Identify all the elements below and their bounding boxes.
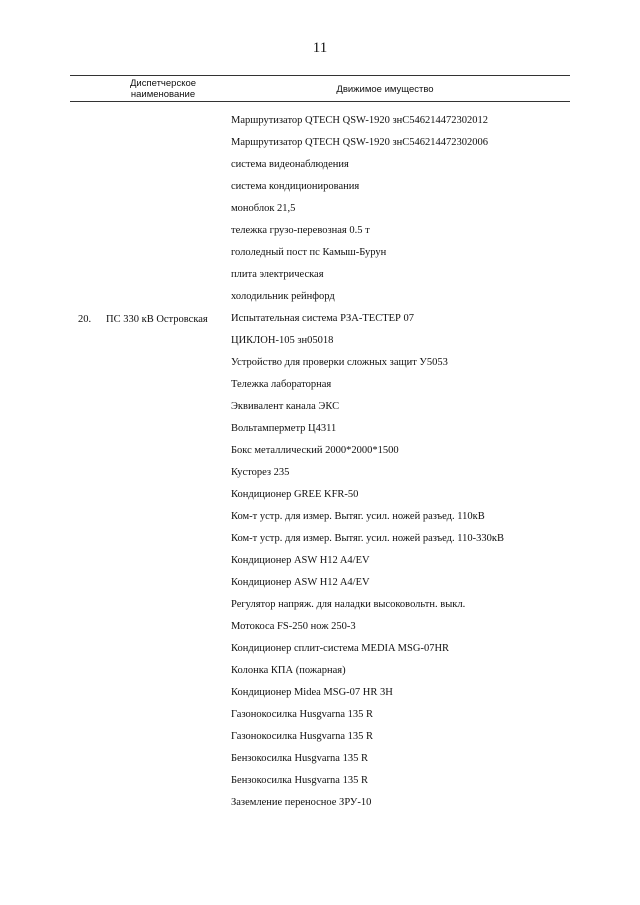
- property-item: Ком-т устр. для измер. Вытяг. усил. ножей разъед. 110-330кВ: [231, 533, 504, 544]
- property-item: Кондиционер Midea MSG-07 HR 3H: [231, 687, 393, 698]
- property-item: Колонка КПА (пожарная): [231, 665, 346, 676]
- property-item: Устройство для проверки сложных защит У5053: [231, 357, 448, 368]
- property-item: Кондиционер сплит-система MEDIA MSG-07HR: [231, 643, 450, 654]
- property-item: Маршрутизатор QTECH QSW-1920 знС546214472302006: [231, 137, 489, 148]
- property-item: Бензокосилка Husgvarna 135 R: [231, 753, 368, 764]
- property-item: Регулятор напряж. для наладки высоковольтн. выкл.: [231, 599, 466, 610]
- column-header-dispatch-name: Диспетчерское наименование: [129, 78, 197, 100]
- property-item: моноблок 21,5: [231, 203, 296, 214]
- property-item: тележка грузо-перевозная 0.5 т: [231, 225, 370, 236]
- property-item: Газонокосилка Husgvarna 135 R: [231, 731, 373, 742]
- property-item: Кондиционер ASW H12 A4/EV: [231, 555, 370, 566]
- property-item: Бензокосилка Husgvarna 135 R: [231, 775, 368, 786]
- property-item: Тележка лабораторная: [231, 379, 332, 390]
- property-item: Кусторез 235: [231, 467, 290, 478]
- property-item: Бокс металлический 2000*2000*1500: [231, 445, 399, 456]
- property-item: Маршрутизатор QTECH QSW-1920 знС546214472302012: [231, 115, 489, 126]
- substation-name: ПС 330 кВ Островская: [106, 314, 208, 325]
- property-item: Вольтамперметр Ц4311: [231, 423, 337, 434]
- property-item: Ком-т устр. для измер. Вытяг. усил. ножей разъед. 110кВ: [231, 511, 485, 522]
- property-item: Кондиционер GREE KFR-50: [231, 489, 359, 500]
- property-item: Мотокоса FS-250 нож 250-3: [231, 621, 356, 632]
- property-item: Испытательная система РЗА-ТЕСТЕР 07: [231, 313, 415, 324]
- property-item: Эквивалент канала ЭКС: [231, 401, 340, 412]
- property-list: [231, 115, 504, 819]
- property-item: гололедный пост пс Камыш-Бурун: [231, 247, 387, 258]
- table-top-rule: [70, 75, 570, 76]
- table-header-rule: [70, 101, 570, 102]
- column-header-movable-property: Движимое имущество: [336, 84, 434, 95]
- page-number: 11: [312, 40, 328, 56]
- property-item: Кондиционер ASW H12 A4/EV: [231, 577, 370, 588]
- property-item: Газонокосилка Husgvarna 135 R: [231, 709, 373, 720]
- property-item: система видеонаблюдения: [231, 159, 349, 170]
- property-item: холодильник рейнфорд: [231, 291, 335, 302]
- property-item: система кондиционирования: [231, 181, 360, 192]
- property-item: плита электрическая: [231, 269, 324, 280]
- row-number: 20.: [78, 314, 92, 325]
- property-item: ЦИКЛОН-105 зн05018: [231, 335, 334, 346]
- property-item: Заземление переносное ЗРУ-10: [231, 797, 372, 808]
